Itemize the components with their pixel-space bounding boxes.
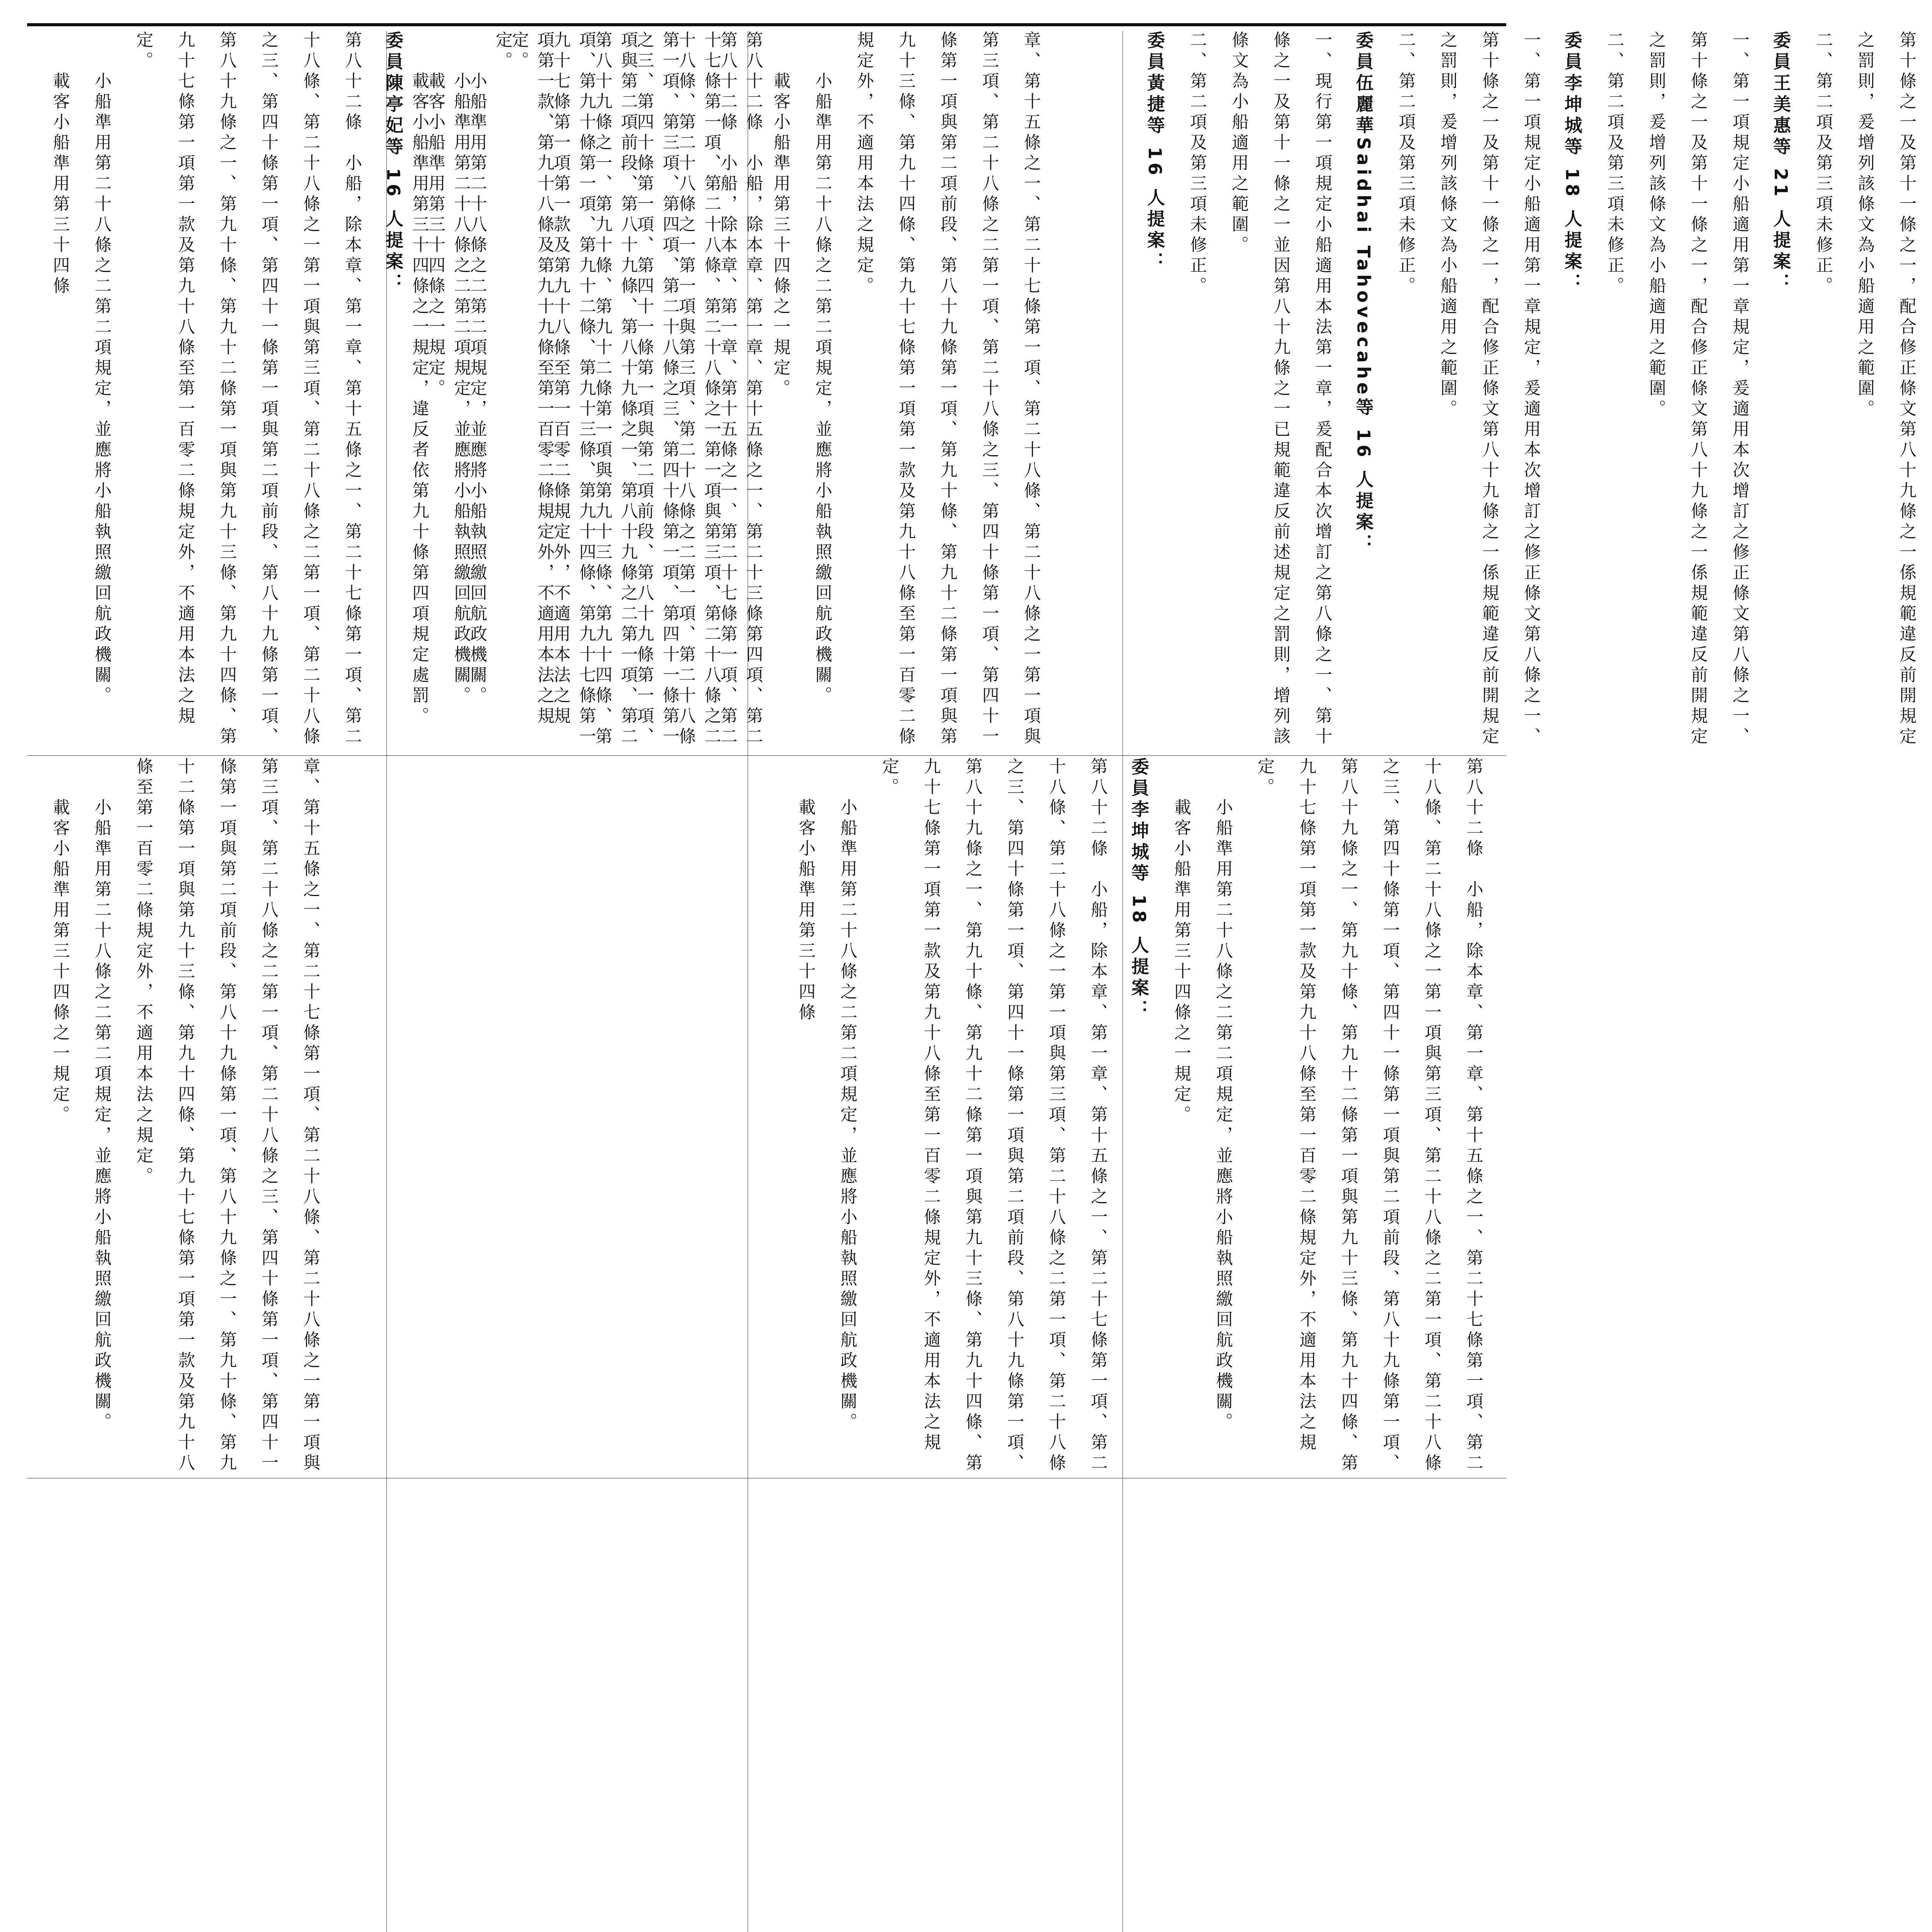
paragraph: 小船準用第二十八條之二第二項規定，並應將小船執照繳回航政機關。 [92,757,111,1433]
proposal-heading: 委員陳亭妃等 16 人提案： [383,31,404,295]
paragraph: 二、第二項及第三項未修正。 [1813,31,1833,297]
column-2-text [748,31,1063,753]
paragraph: 載客小船準用第三十四條之一規定。 [50,757,70,1126]
proposal-heading: 委員伍麗華Saidhai Tahovecahe等 16 人提案： [1353,31,1374,555]
paragraph: 第十條之一及第十一條之一，配合修正條文第八十九條之一係規範違反前開規定之罰則，爰增列該條文為小船適用之範圍。 [1855,31,1916,748]
paragraph: 第八十二條 小船，除本章、第一章、第十五條之一、第二十三條第四項、第二十七條第一項、第二十八條、第二十八條之一第一項與第三項、第二十八條之二第一項、第三項、第四項、第二十八條之三、第四十條第一項、第四十一條第一項與第二項前段、第八十九條、第八十九條之一、第八十九條之二第一項、第二項、第九十條第一項、第九十二條、第九十三條、第九十四條、第九十七條第一項第一款、第九十八條及第九十九條至第一百零二條規定外，不適用本法之規定。 [493,31,763,748]
column-6 [27,757,773,1476]
paragraph: 章、第十五條之一、第二十七條第一項、第二十八條、第二十八條之一第一項與第三項、第二十八條之二第一項、第二十八條之三、第四十條第一項、第四十一條第一項與第二項前段、第八十九條第一項、第九十條、第九十二條第一項與第九十三條、第九十四條、第九十七條第一項第一款及第九十八條至第一百零二條規定外，不適用本法之規定。 [854,31,1041,748]
paragraph: 第八十二條 小船，除本章、第一章、第十五條之一、第二十七條第一項、第二十八條、第二十八條之一第一項與第三項、第二十八條之二第一項、第二十八條之三、第四十條第一項、第四十一條第一項與第二項前段、第八十九條第一項、第八十九條之一、第九十條、第九十二條第一項與第九十三條、第九十四條、第九十七條第一項第一款及第九十八條至第一百零二條規定外，不適用本法之規定。 [1255,757,1483,1474]
paragraph: 一、第一項規定小船適用第一章規定，爰適用本次增訂之修正條文第八條之一、第十條之一及第十一條之一，配合修正條文第八十九條之一係規範違反前開規定之罰則，爰增列該條文為小船適用之範圍。 [1437,31,1541,748]
column-1-text [1122,31,1932,753]
paragraph: 小船準用第二十八條之二第二項規定，並應將小船執照繳回航政機關。 [837,757,857,1433]
paragraph: 小船準用第二十八條之二第二項規定，並應將小船執照繳回航政機關。 [92,31,111,707]
column-5-text [773,757,1505,1476]
paragraph: 一、第一項規定小船適用第一章規定，爰適用本次增訂之修正條文第八條之一、第十條之一及第十一條之一，配合修正條文第八十九條之一係規範違反前開規定之罰則，爰增列該條文為小船適用之範圍。 [1646,31,1749,748]
proposal-heading: 委員李坤城等 18 人提案： [1562,31,1583,295]
column-4-text [27,31,760,753]
paragraph: 小船準用第二十八條之二第二項規定，並應將小船執照繳回航政機關。 [1213,757,1233,1433]
paragraph: 二、第二項及第三項未修正。 [1604,31,1624,297]
paragraph: 二、第二項及第三項未修正。 [1396,31,1415,297]
paragraph: 載客小船準用第三十四條之一規定。 [425,31,445,400]
row-divider [27,755,1506,756]
proposal-heading: 委員黃捷等 16 人提案： [1145,31,1165,274]
paragraph: 一、現行第一項規定小船適用本法第一章，爰配合本次增訂之第八條之一、第十條之一及第十一條之一並因第八十九條之一已規範違反前述規定之罰則，增列該條文為小船適用之範圍。 [1229,31,1332,748]
column-1 [1122,31,1916,753]
proposal-heading: 委員王美惠等 21 人提案： [1770,31,1791,295]
paragraph: 載客小船準用第三十四條 [796,757,815,1024]
paragraph: 第八十二條 小船，除本章、第一章、第十五條之一、第二十七條第一項、第二十八條、第二十八條之一第一項與第三項、第二十八條之二第一項、第二十八條之三、第四十條第一項、第四十一條第一項與第二項前段、第八十九條第一項、第八十九條之一、第九十條、第九十二條第一項與第九十三條、第九十四條、第九十七條第一項第一款及第九十八條至第一百零二條規定外，不適用本法之規定。 [509,31,737,748]
paragraph: 載客小船準用第三十四條 [50,31,70,297]
column-6-text [27,757,342,1476]
paragraph: 載客小船準用第三十四條之一規定。 [1171,757,1191,1126]
paragraph: 載客小船準用第三十四條之一規定，違反者依第九十條第四項規定處罰。 [409,31,429,727]
paragraph: 小船準用第二十八條之二第二項規定，並應將小船執照繳回航政機關。 [467,31,487,707]
column-2 [748,31,1122,753]
paragraph: 載客小船準用第三十四條之一規定。 [770,31,790,400]
paragraph: 第八十二條 小船，除本章、第一章、第十五條之一、第二十七條第一項、第二十八條、第二十八條之一第一項與第三項、第二十八條之二第一項、第二十八條之三、第四十條第一項、第四十一條第一項與第二項前段、第八十九條第一項、第八十九條之一、第九十條、第九十二條第一項與第九十三條、第九十四條、第九十七條第一項第一款及第九十八條至第一百零二條規定外，不適用本法之規定。 [879,757,1107,1474]
top-rule [27,23,1506,26]
column-5 [773,757,1506,1476]
paragraph: 小船準用第二十八條之二第二項規定，並應將小船執照繳回航政機關。 [812,31,832,707]
paragraph: 第八十二條 小船，除本章、第一章、第十五條之一、第二十七條第一項、第二十八條、第二十八條之一第一項與第三項、第二十八條之二第一項、第二十八條之三、第四十條第一項、第四十一條第一項與第二項前段、第八十九條第一項、第八十九條之一、第九十條、第九十二條第一項與第九十三條、第九十四條、第九十七條第一項第一款及第九十八條至第一百零二條規定外，不適用本法之規定。 [133,31,362,748]
proposal-heading: 委員李坤城等 18 人提案： [1129,757,1150,1021]
paragraph: 章、第十五條之一、第二十七條第一項、第二十八條、第二十八條之一第一項與第三項、第二十八條之二第一項、第二十八條之三、第四十條第一項、第四十一條第一項與第二項前段、第八十九條第一項、第八十九條之一、第九十條、第九十二條第一項與第九十三條、第九十四條、第九十七條第一項第一款及第九十八條至第一百零二條規定外，不適用本法之規定。 [133,757,320,1474]
paragraph: 二、第二項及第三項未修正。 [1187,31,1207,297]
paragraph: 小船準用第二十八條之二第二項規定，並應將小船執照繳回航政機關。 [451,31,471,707]
